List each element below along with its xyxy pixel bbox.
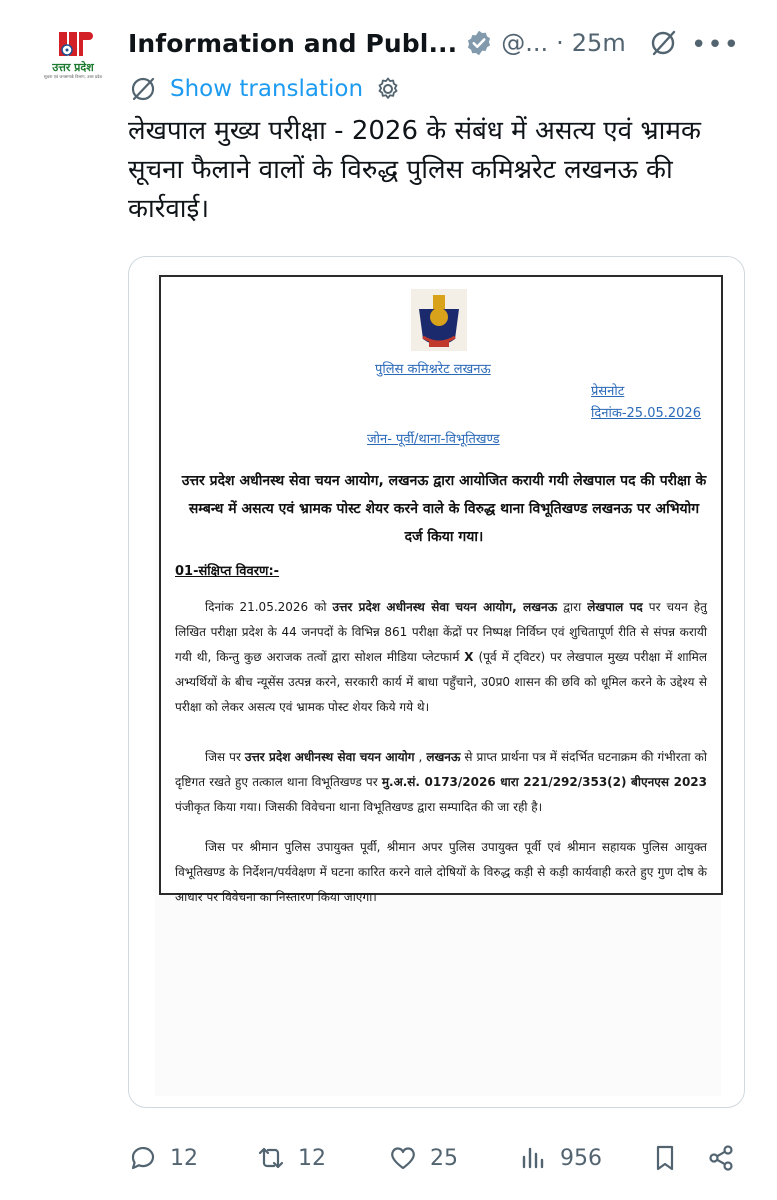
more-icon[interactable]: ••• [690,30,740,60]
p1-text: द्वारा [557,600,588,614]
p3-text: जिस पर श्रीमान पुलिस उपायुक्त पूर्वी, श्रीमान अपर पुलिस उपायुक्त पूर्वी एवं श्रीमान सहायक पुलिस आयुक्त विभूतिखण्ड के निर्देशन/पर्यवेक्षण में घटना कारित करने वाले दोषियों के विरुद्ध कड़ी से कड़ी कार्यवाही करते हुए गुण दोष के आधार पर विवेचना का निस्तारण किया जाएगा। [175,840,707,904]
media-image[interactable] [128,256,745,1108]
avatar[interactable] [42,30,104,92]
document-paragraph-1 [175,595,707,720]
views-button[interactable] [518,1143,650,1173]
views-count: 956 [560,1145,602,1171]
document-frame [159,275,723,904]
separator-dot: · [556,29,564,57]
p2-bold: उत्तर प्रदेश अधीनस्थ सेवा चयन आयोग [244,750,415,764]
share-button[interactable] [706,1143,746,1173]
repost-button[interactable] [256,1143,388,1173]
press-note-label: प्रेसनोट [591,384,625,399]
document-press-note [591,381,701,425]
translate-icon [128,74,158,104]
verified-badge-icon[interactable] [465,29,493,57]
bookmark-button[interactable] [650,1143,706,1173]
p1-bold: X [464,650,474,664]
p1-text: (पूर्व में ट्विटर) पर लेखपाल मुख्य परीक्षा में शामिल अभ्यर्थियों के बीच न्यूसेंस उत्पन्न करने, सरकारी कार्य में बाधा पहुँचाने, उ0प्र0 शासन की छवि को धूमिल करने के उद्देश्य से परीक्षा को लेकर असत्य एवं भ्रामक पोस्ट शेयर किये गये थे। [175,650,707,714]
reply-count: 12 [170,1145,198,1171]
tweet-header [128,24,758,62]
p2-text: पंजीकृत किया गया। जिसकी विवेचना थाना विभूतिखण्ड द्वारा सम्पादित की जा रही है। [175,800,543,814]
reply-button[interactable] [128,1143,256,1173]
document-paragraph-3 [175,835,707,910]
account-name[interactable]: Information and Publ... [128,28,458,58]
document-office: पुलिस कमिश्नरेट लखनऊ [375,362,491,377]
bookmark-icon [650,1143,680,1173]
p1-bold: उत्तर प्रदेश अधीनस्थ सेवा चयन आयोग, लखनऊ [332,600,558,614]
repost-count: 12 [298,1145,326,1171]
p1-text: दिनांक 21.05.2026 को [205,600,333,614]
press-note-date: दिनांक-25.05.2026 [591,406,701,421]
p2-bold: लखनऊ [426,750,461,764]
p2-text: जिस पर [205,750,245,764]
gear-icon[interactable] [375,76,401,102]
post-time[interactable]: 25m [571,29,626,57]
up-logo-icon [53,30,93,60]
reply-icon [128,1143,158,1173]
repost-icon [256,1143,286,1173]
p2-text: , [414,750,427,764]
like-count: 25 [430,1145,458,1171]
share-icon [706,1143,736,1173]
p1-bold: लेखपाल पद [587,600,643,614]
logo-text: उत्तर प्रदेश [52,61,94,74]
document-headline: उत्तर प्रदेश अधीनस्थ सेवा चयन आयोग, लखनऊ द्वारा आयोजित करायी गयी लेखपाल पद की परीक्षा के सम्बन्ध में असत्य एवं भ्रामक पोस्ट शेयर करने वाले के विरुद्ध थाना विभूतिखण्ड लखनऊ पर अभियोग दर्ज किया गया। [181,473,707,545]
logo-tagline: सूचना एवं जनसम्पर्क विभाग, उत्तर प्रदेश [43,74,103,79]
p1-text: पर चयन हेतु लिखित परीक्षा प्रदेश के 44 जनपदों के विभिन्न 861 परीक्षा केंद्रों पर निष्पक्ष निर्विघ्न एवं शुचितापूर्ण रीति से संपन्न करायी गयी थी, किन्तु कुछ अराजक तत्वों द्वारा सोशल मीडिया प्लेटफार्म [175,600,707,664]
like-button[interactable] [388,1143,518,1173]
views-icon [518,1143,548,1173]
account-handle[interactable]: @... [501,29,549,57]
show-translation[interactable] [128,72,401,106]
document-section-title: 01-संक्षिप्त विवरण:- [175,564,280,579]
tweet-text: लेखपाल मुख्य परीक्षा - 2026 के संबंध में असत्य एवं भ्रामक सूचना फैलाने वालों के विरुद्ध पुलिस कमिश्नरेट लखनऊ की कार्रवाई। [128,116,701,224]
action-bar [128,1138,748,1178]
press-note-document [155,271,721,1096]
grok-icon[interactable] [648,28,678,58]
like-icon [388,1143,418,1173]
document-zone: जोन- पूर्वी/थाना-विभूतिखण्ड [367,432,500,447]
p2-text: से प्राप्त प्रार्थना पत्र में संदर्भित घटनाक्रम की गंभीरता को दृष्टिगत रखते हुए तत्काल थाना विभूतिखण्ड पर [175,750,707,789]
p2-bold: मु.अ.सं. 0173/2026 धारा 221/292/353(2) बीएनएस 2023 [381,775,707,789]
show-translation-label[interactable]: Show translation [170,76,364,102]
police-emblem-icon [409,287,469,353]
document-paragraph-2 [175,745,707,820]
